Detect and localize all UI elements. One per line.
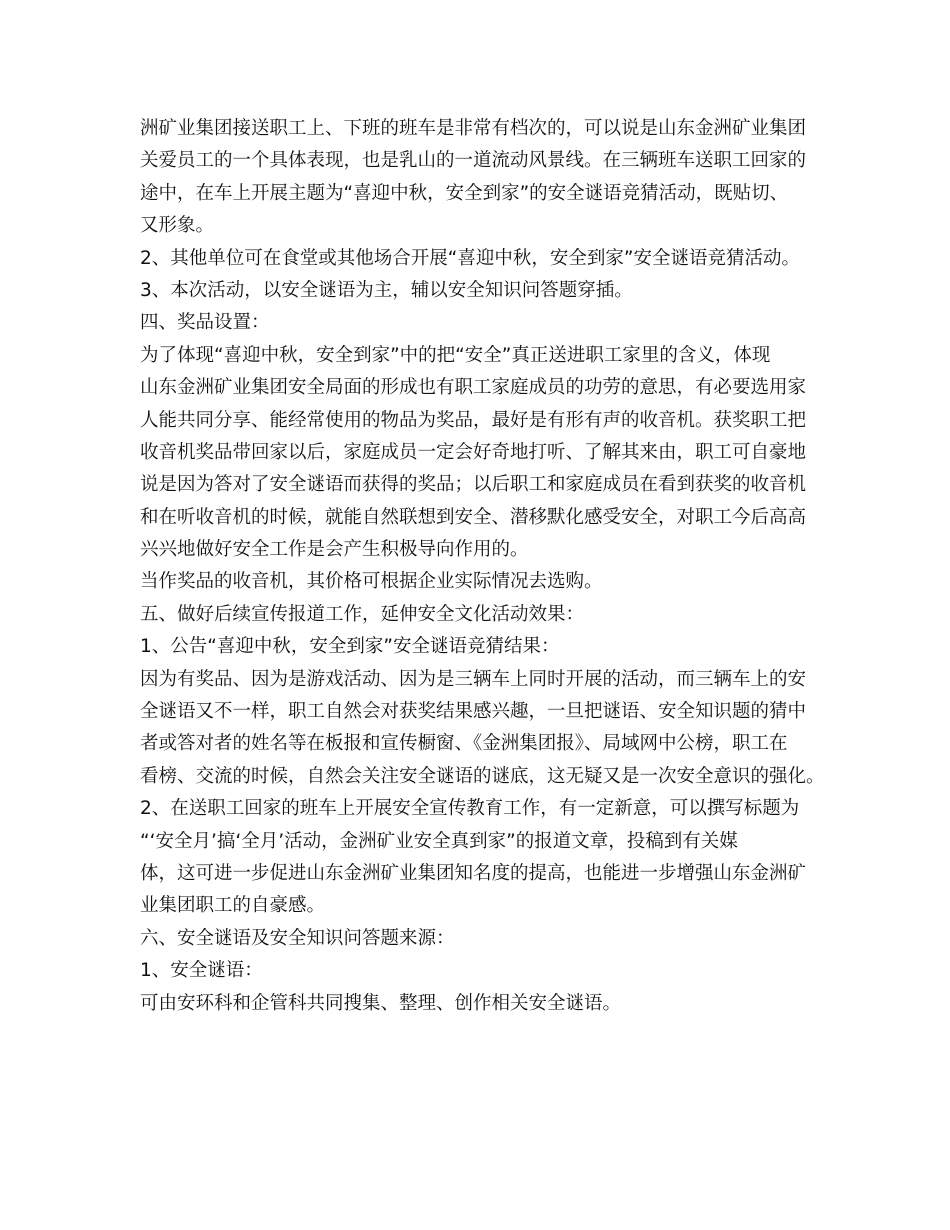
section-heading: 四、奖品设置： xyxy=(140,312,270,334)
text-line: 1、安全谜语： xyxy=(140,960,263,982)
text-line: 者或答对者的姓名等在板报和宣传橱窗、《金洲集团报》、局域网中公榜，职工在 xyxy=(140,733,788,755)
text-line: 洲矿业集团接送职工上、下班的班车是非常有档次的，可以说是山东金洲矿业集团 xyxy=(140,118,807,139)
text-line: 收音机奖品带回家以后，家庭成员一定会好奇地打听、了解其来由，职工可自豪地 xyxy=(140,441,807,463)
text-line: 业集团职工的自豪感。 xyxy=(140,895,326,917)
text-line: “‘安全月’搞‘全月’活动，金洲矿业安全真到家”的报道文章，投稿到有关媒 xyxy=(140,830,738,852)
text-line: 1、公告“喜迎中秋，安全到家”安全谜语竞猜结果： xyxy=(140,636,560,658)
text-line: 3、本次活动，以安全谜语为主，辅以安全知识问答题穿插。 xyxy=(140,279,633,301)
document-body xyxy=(140,113,830,1020)
text-line: 可由安环科和企管科共同搜集、整理、创作相关安全谜语。 xyxy=(140,992,622,1014)
text-line: 体，这可进一步促进山东金洲矿业集团知名度的提高，也能进一步增强山东金洲矿 xyxy=(140,862,807,884)
text-line: 当作奖品的收音机，其价格可根据企业实际情况去选购。 xyxy=(140,571,603,593)
section-heading: 五、做好后续宣传报道工作，延伸安全文化活动效果： xyxy=(140,603,585,625)
text-line: 为了体现“喜迎中秋，安全到家”中的把“安全”真正送进职工家里的含义，体现 xyxy=(140,344,771,366)
text-line: 兴兴地做好安全工作是会产生积极导向作用的。 xyxy=(140,539,529,561)
text-line: 人能共同分享、能经常使用的物品为奖品，最好是有形有声的收音机。获奖职工把 xyxy=(140,409,807,431)
text-line: 2、其他单位可在食堂或其他场合开展“喜迎中秋，安全到家”安全谜语竞猜活动。 xyxy=(140,247,800,269)
section-heading: 六、安全谜语及安全知识问答题来源： xyxy=(140,927,455,949)
text-line: 又形象。 xyxy=(140,215,215,237)
text-line: 说是因为答对了安全谜语而获得的奖品；以后职工和家庭成员在看到获奖的收音机 xyxy=(140,474,807,496)
text-line: 看榜、交流的时候，自然会关注安全谜语的谜底，这无疑又是一次安全意识的强化。 xyxy=(140,765,825,787)
text-line: 因为有奖品、因为是游戏活动、因为是三辆车上同时开展的活动，而三辆车上的安 xyxy=(140,668,807,690)
text-line: 关爱员工的一个具体表现，也是乳山的一道流动风景线。在三辆班车送职工回家的 xyxy=(140,150,807,172)
text-line: 2、在送职工回家的班车上开展安全宣传教育工作，有一定新意，可以撰写标题为 xyxy=(140,798,800,820)
text-line: 和在听收音机的时候，就能自然联想到安全、潜移默化感受安全，对职工今后高高 xyxy=(140,506,807,528)
text-line: 山东金洲矿业集团安全局面的形成也有职工家庭成员的功劳的意思，有必要选用家 xyxy=(140,377,807,399)
text-line: 全谜语又不一样，职工自然会对获奖结果感兴趣，一旦把谜语、安全知识题的猜中 xyxy=(140,701,807,723)
text-line: 途中，在车上开展主题为“喜迎中秋，安全到家”的安全谜语竞猜活动，既贴切、 xyxy=(140,182,789,204)
